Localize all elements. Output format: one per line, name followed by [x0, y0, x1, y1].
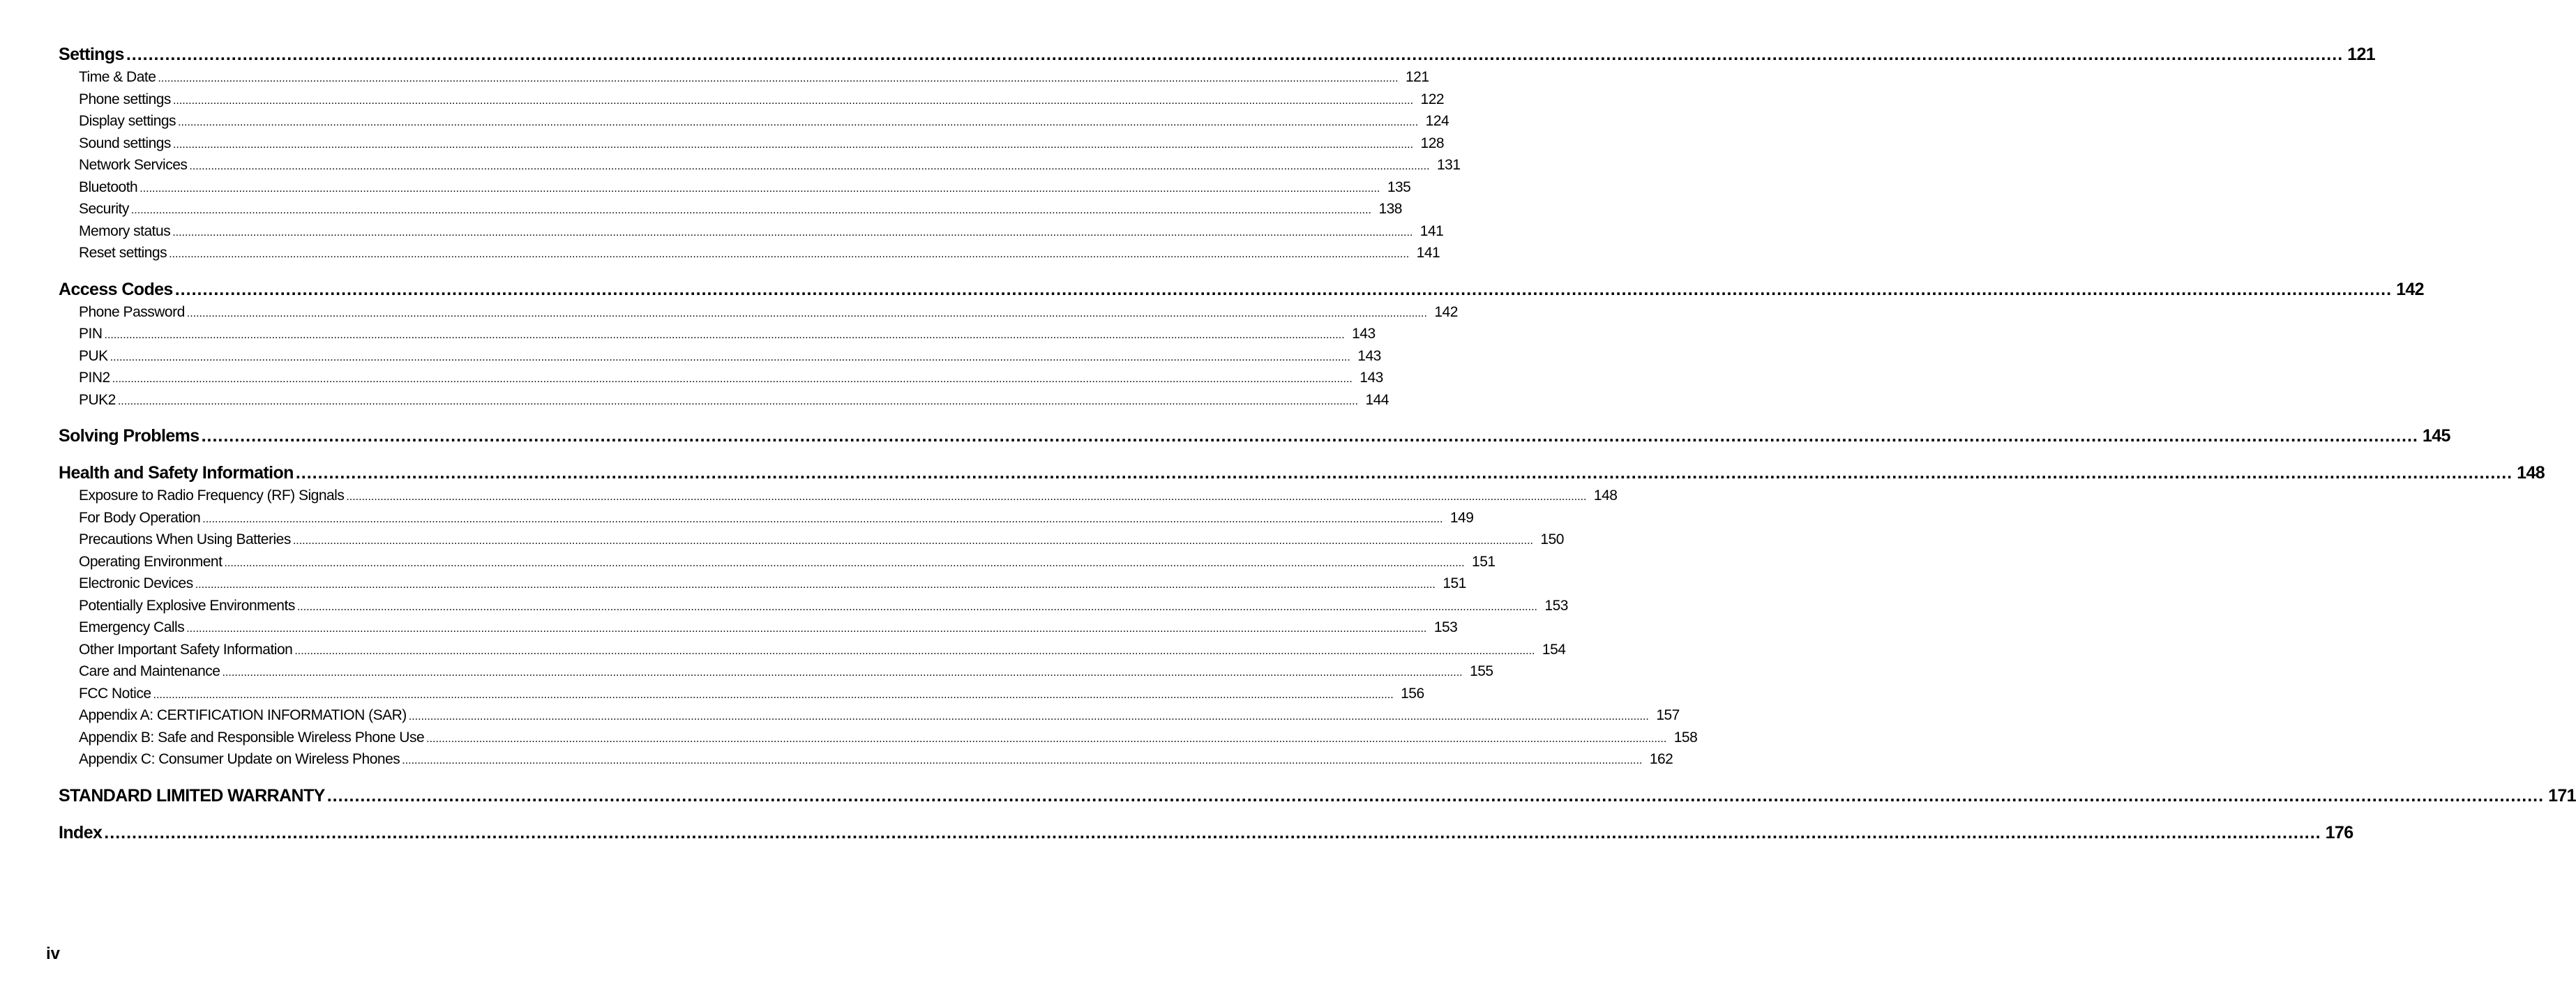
dot-leader: ................................................................................................................................................................................................................................................................................................................................................................................................................ — [426, 732, 1667, 745]
toc-entry[interactable] — [59, 347, 1381, 370]
toc-section-heading-page-number: 171 — [2548, 785, 2576, 806]
toc-entry[interactable] — [59, 179, 1411, 202]
dot-leader: ................................................................................................................................................................................................................................................................................................................................................................................................................ — [326, 785, 2545, 806]
toc-section — [59, 785, 2576, 810]
toc-section-heading-page-number: 121 — [2347, 45, 2376, 64]
page-number: iv — [46, 944, 61, 963]
toc-section-heading-label: Health and Safety Information — [59, 463, 294, 483]
dot-leader: ................................................................................................................................................................................................................................................................................................................................................................................................................ — [202, 513, 1443, 525]
toc-entry-page-number: 149 — [1449, 509, 1474, 526]
toc-entry-page-number: 122 — [1420, 91, 1445, 107]
toc-section-heading-page-number: 142 — [2396, 279, 2424, 299]
toc-entry-label: Appendix C: Consumer Update on Wireless Phones — [79, 751, 400, 767]
toc-section-heading-page-number: 176 — [2325, 822, 2353, 842]
toc-entry[interactable] — [59, 135, 1445, 158]
toc-entry-page-number: 141 — [1416, 245, 1440, 261]
toc-entry[interactable] — [59, 553, 1496, 576]
toc-entry[interactable] — [59, 69, 1429, 91]
toc-entry-label: Security — [79, 201, 129, 217]
toc-entry-page-number: 121 — [1406, 69, 1429, 85]
toc-entry-label: Electronic Devices — [79, 575, 193, 591]
dot-leader: ................................................................................................................................................................................................................................................................................................................................................................................................................ — [112, 373, 1353, 385]
toc-entry-label: PIN2 — [79, 370, 110, 386]
dot-leader: ................................................................................................................................................................................................................................................................................................................................................................................................................ — [104, 329, 1345, 341]
dot-leader: ................................................................................................................................................................................................................................................................................................................................................................................................................ — [126, 45, 2344, 64]
toc-entry-label: PUK — [79, 347, 108, 364]
toc-entry-label: Emergency Calls — [79, 619, 185, 635]
toc-entry[interactable] — [59, 303, 1458, 326]
toc-entry[interactable] — [59, 685, 1424, 708]
toc-entry-page-number: 135 — [1387, 179, 1411, 195]
toc-entry-page-number: 151 — [1472, 553, 1496, 570]
dot-leader: ................................................................................................................................................................................................................................................................................................................................................................................................................ — [295, 463, 2513, 483]
toc-entry[interactable] — [59, 487, 1618, 510]
toc-entry-label: FCC Notice — [79, 685, 151, 702]
toc-entry[interactable] — [59, 751, 1673, 773]
dot-leader: ................................................................................................................................................................................................................................................................................................................................................................................................................ — [172, 138, 1414, 151]
toc-entry-page-number: 124 — [1425, 113, 1449, 129]
toc-entry[interactable] — [59, 201, 1402, 223]
toc-entry-page-number: 158 — [1673, 729, 1698, 746]
toc-entry-label: Phone Password — [79, 303, 185, 320]
dot-leader: ................................................................................................................................................................................................................................................................................................................................................................................................................ — [195, 579, 1436, 591]
toc-entry-label: Display settings — [79, 113, 176, 129]
toc-entry-page-number: 141 — [1419, 222, 1444, 239]
toc-entry[interactable] — [59, 222, 1444, 245]
toc-entry-page-number: 162 — [1649, 751, 1673, 767]
toc-section-heading-label: Index — [59, 822, 103, 842]
toc-section — [59, 426, 2450, 451]
toc-entry-page-number: 157 — [1656, 707, 1680, 723]
toc-entry-page-number: 150 — [1540, 531, 1564, 547]
toc-entry-label: Operating Environment — [79, 553, 223, 570]
toc-entry-label: Potentially Explosive Environments — [79, 597, 295, 614]
toc-entry-label: Memory status — [79, 222, 171, 239]
toc-entry-label: Bluetooth — [79, 179, 138, 195]
toc-entry-page-number: 128 — [1420, 135, 1445, 151]
toc-section — [59, 822, 2353, 847]
toc-entry-page-number: 138 — [1378, 201, 1402, 217]
dot-leader: ................................................................................................................................................................................................................................................................................................................................................................................................................ — [402, 755, 1643, 766]
dot-leader: ................................................................................................................................................................................................................................................................................................................................................................................................................ — [153, 688, 1394, 701]
toc-entry-page-number: 148 — [1593, 487, 1618, 504]
dot-leader: ................................................................................................................................................................................................................................................................................................................................................................................................................ — [296, 600, 1537, 613]
toc-entry-label: PUK2 — [79, 391, 116, 408]
toc-entry[interactable] — [59, 370, 1383, 392]
toc-entry[interactable] — [59, 113, 1449, 135]
toc-entry[interactable] — [59, 663, 1493, 686]
dot-leader: ................................................................................................................................................................................................................................................................................................................................................................................................................ — [110, 351, 1350, 363]
toc-entry-page-number: 143 — [1359, 370, 1383, 386]
toc-entry[interactable] — [59, 91, 1445, 114]
dot-leader: ................................................................................................................................................................................................................................................................................................................................................................................................................ — [346, 491, 1587, 503]
dot-leader: ................................................................................................................................................................................................................................................................................................................................................................................................................ — [294, 644, 1535, 657]
toc-entry[interactable] — [59, 326, 1376, 348]
toc-entry-page-number: 153 — [1544, 597, 1568, 614]
toc-entry-page-number: 144 — [1365, 391, 1389, 408]
toc-entry-label: Phone settings — [79, 91, 171, 107]
toc-section — [59, 45, 2376, 267]
table-of-contents — [59, 45, 2576, 860]
dot-leader: ................................................................................................................................................................................................................................................................................................................................................................................................................ — [140, 182, 1380, 195]
dot-leader: ................................................................................................................................................................................................................................................................................................................................................................................................................ — [117, 395, 1358, 407]
toc-section-heading[interactable] — [59, 426, 2450, 451]
dot-leader: ................................................................................................................................................................................................................................................................................................................................................................................................................ — [189, 160, 1430, 172]
toc-entry[interactable] — [59, 729, 1698, 752]
toc-entry-label: Appendix B: Safe and Responsible Wireless Phone Use — [79, 729, 425, 746]
toc-entry-page-number: 151 — [1443, 575, 1466, 591]
toc-entry[interactable] — [59, 619, 1458, 642]
dot-leader: ................................................................................................................................................................................................................................................................................................................................................................................................................ — [292, 535, 1533, 547]
toc-entry-label: Appendix A: CERTIFICATION INFORMATION (SAR) — [79, 707, 407, 723]
toc-entry-page-number: 156 — [1401, 685, 1424, 702]
toc-entry-label: Exposure to Radio Frequency (RF) Signals — [79, 487, 345, 504]
toc-section-heading[interactable] — [59, 822, 2353, 847]
dot-leader: ................................................................................................................................................................................................................................................................................................................................................................................................................ — [130, 204, 1371, 216]
toc-entry-page-number: 153 — [1433, 619, 1458, 635]
dot-leader: ................................................................................................................................................................................................................................................................................................................................................................................................................ — [172, 94, 1414, 107]
dot-leader: ................................................................................................................................................................................................................................................................................................................................................................................................................ — [408, 711, 1649, 723]
toc-section — [59, 279, 2424, 414]
toc-entry-page-number: 155 — [1470, 663, 1493, 679]
toc-section-heading[interactable] — [59, 463, 2545, 487]
toc-entry-label: Care and Maintenance — [79, 663, 220, 679]
toc-entry-page-number: 143 — [1357, 347, 1381, 364]
toc-entry[interactable] — [59, 245, 1440, 267]
toc-section-heading-label: Access Codes — [59, 279, 173, 299]
toc-entry[interactable] — [59, 597, 1568, 620]
toc-entry-page-number: 143 — [1352, 326, 1376, 342]
toc-section-heading-page-number: 148 — [2517, 463, 2545, 483]
toc-entry-label: Precautions When Using Batteries — [79, 531, 291, 547]
toc-entry[interactable] — [59, 531, 1564, 554]
dot-leader: ................................................................................................................................................................................................................................................................................................................................................................................................................ — [222, 667, 1463, 679]
dot-leader: ................................................................................................................................................................................................................................................................................................................................................................................................................ — [224, 557, 1465, 569]
toc-entry[interactable] — [59, 575, 1466, 598]
dot-leader: ................................................................................................................................................................................................................................................................................................................................................................................................................ — [174, 279, 2393, 299]
toc-section-heading[interactable] — [59, 785, 2576, 810]
toc-entry-label: Other Important Safety Information — [79, 641, 293, 658]
toc-section-heading[interactable] — [59, 45, 2376, 69]
toc-entry-page-number: 131 — [1436, 157, 1461, 173]
toc-entry-page-number: 154 — [1542, 641, 1566, 658]
toc-entry-label: Network Services — [79, 157, 188, 173]
toc-entry-label: Reset settings — [79, 245, 167, 261]
dot-leader: ................................................................................................................................................................................................................................................................................................................................................................................................................ — [186, 307, 1427, 319]
dot-leader: ................................................................................................................................................................................................................................................................................................................................................................................................................ — [201, 426, 2418, 446]
toc-entry-label: For Body Operation — [79, 509, 201, 526]
dot-leader: ................................................................................................................................................................................................................................................................................................................................................................................................................ — [178, 116, 1419, 128]
toc-entry[interactable] — [59, 707, 1680, 729]
toc-entry[interactable] — [59, 509, 1474, 532]
toc-entry-label: Time & Date — [79, 69, 156, 85]
toc-section — [59, 463, 2545, 773]
toc-entry[interactable] — [59, 157, 1461, 179]
dot-leader: ................................................................................................................................................................................................................................................................................................................................................................................................................ — [104, 822, 2321, 842]
dot-leader: ................................................................................................................................................................................................................................................................................................................................................................................................................ — [186, 623, 1427, 635]
toc-section-heading-label: Settings — [59, 45, 124, 64]
toc-entry-page-number: 142 — [1434, 303, 1458, 320]
dot-leader: ................................................................................................................................................................................................................................................................................................................................................................................................................ — [158, 73, 1399, 84]
toc-section-heading-label: STANDARD LIMITED WARRANTY — [59, 785, 325, 806]
toc-entry-label: Sound settings — [79, 135, 171, 151]
toc-entry[interactable] — [59, 641, 1566, 664]
toc-section-heading-label: Solving Problems — [59, 426, 199, 446]
dot-leader: ................................................................................................................................................................................................................................................................................................................................................................................................................ — [172, 226, 1413, 239]
toc-section-heading[interactable] — [59, 279, 2424, 304]
dot-leader: ................................................................................................................................................................................................................................................................................................................................................................................................................ — [169, 248, 1410, 260]
toc-entry-label: PIN — [79, 326, 103, 342]
toc-section-heading-page-number: 145 — [2422, 426, 2450, 446]
toc-entry[interactable] — [59, 391, 1389, 414]
